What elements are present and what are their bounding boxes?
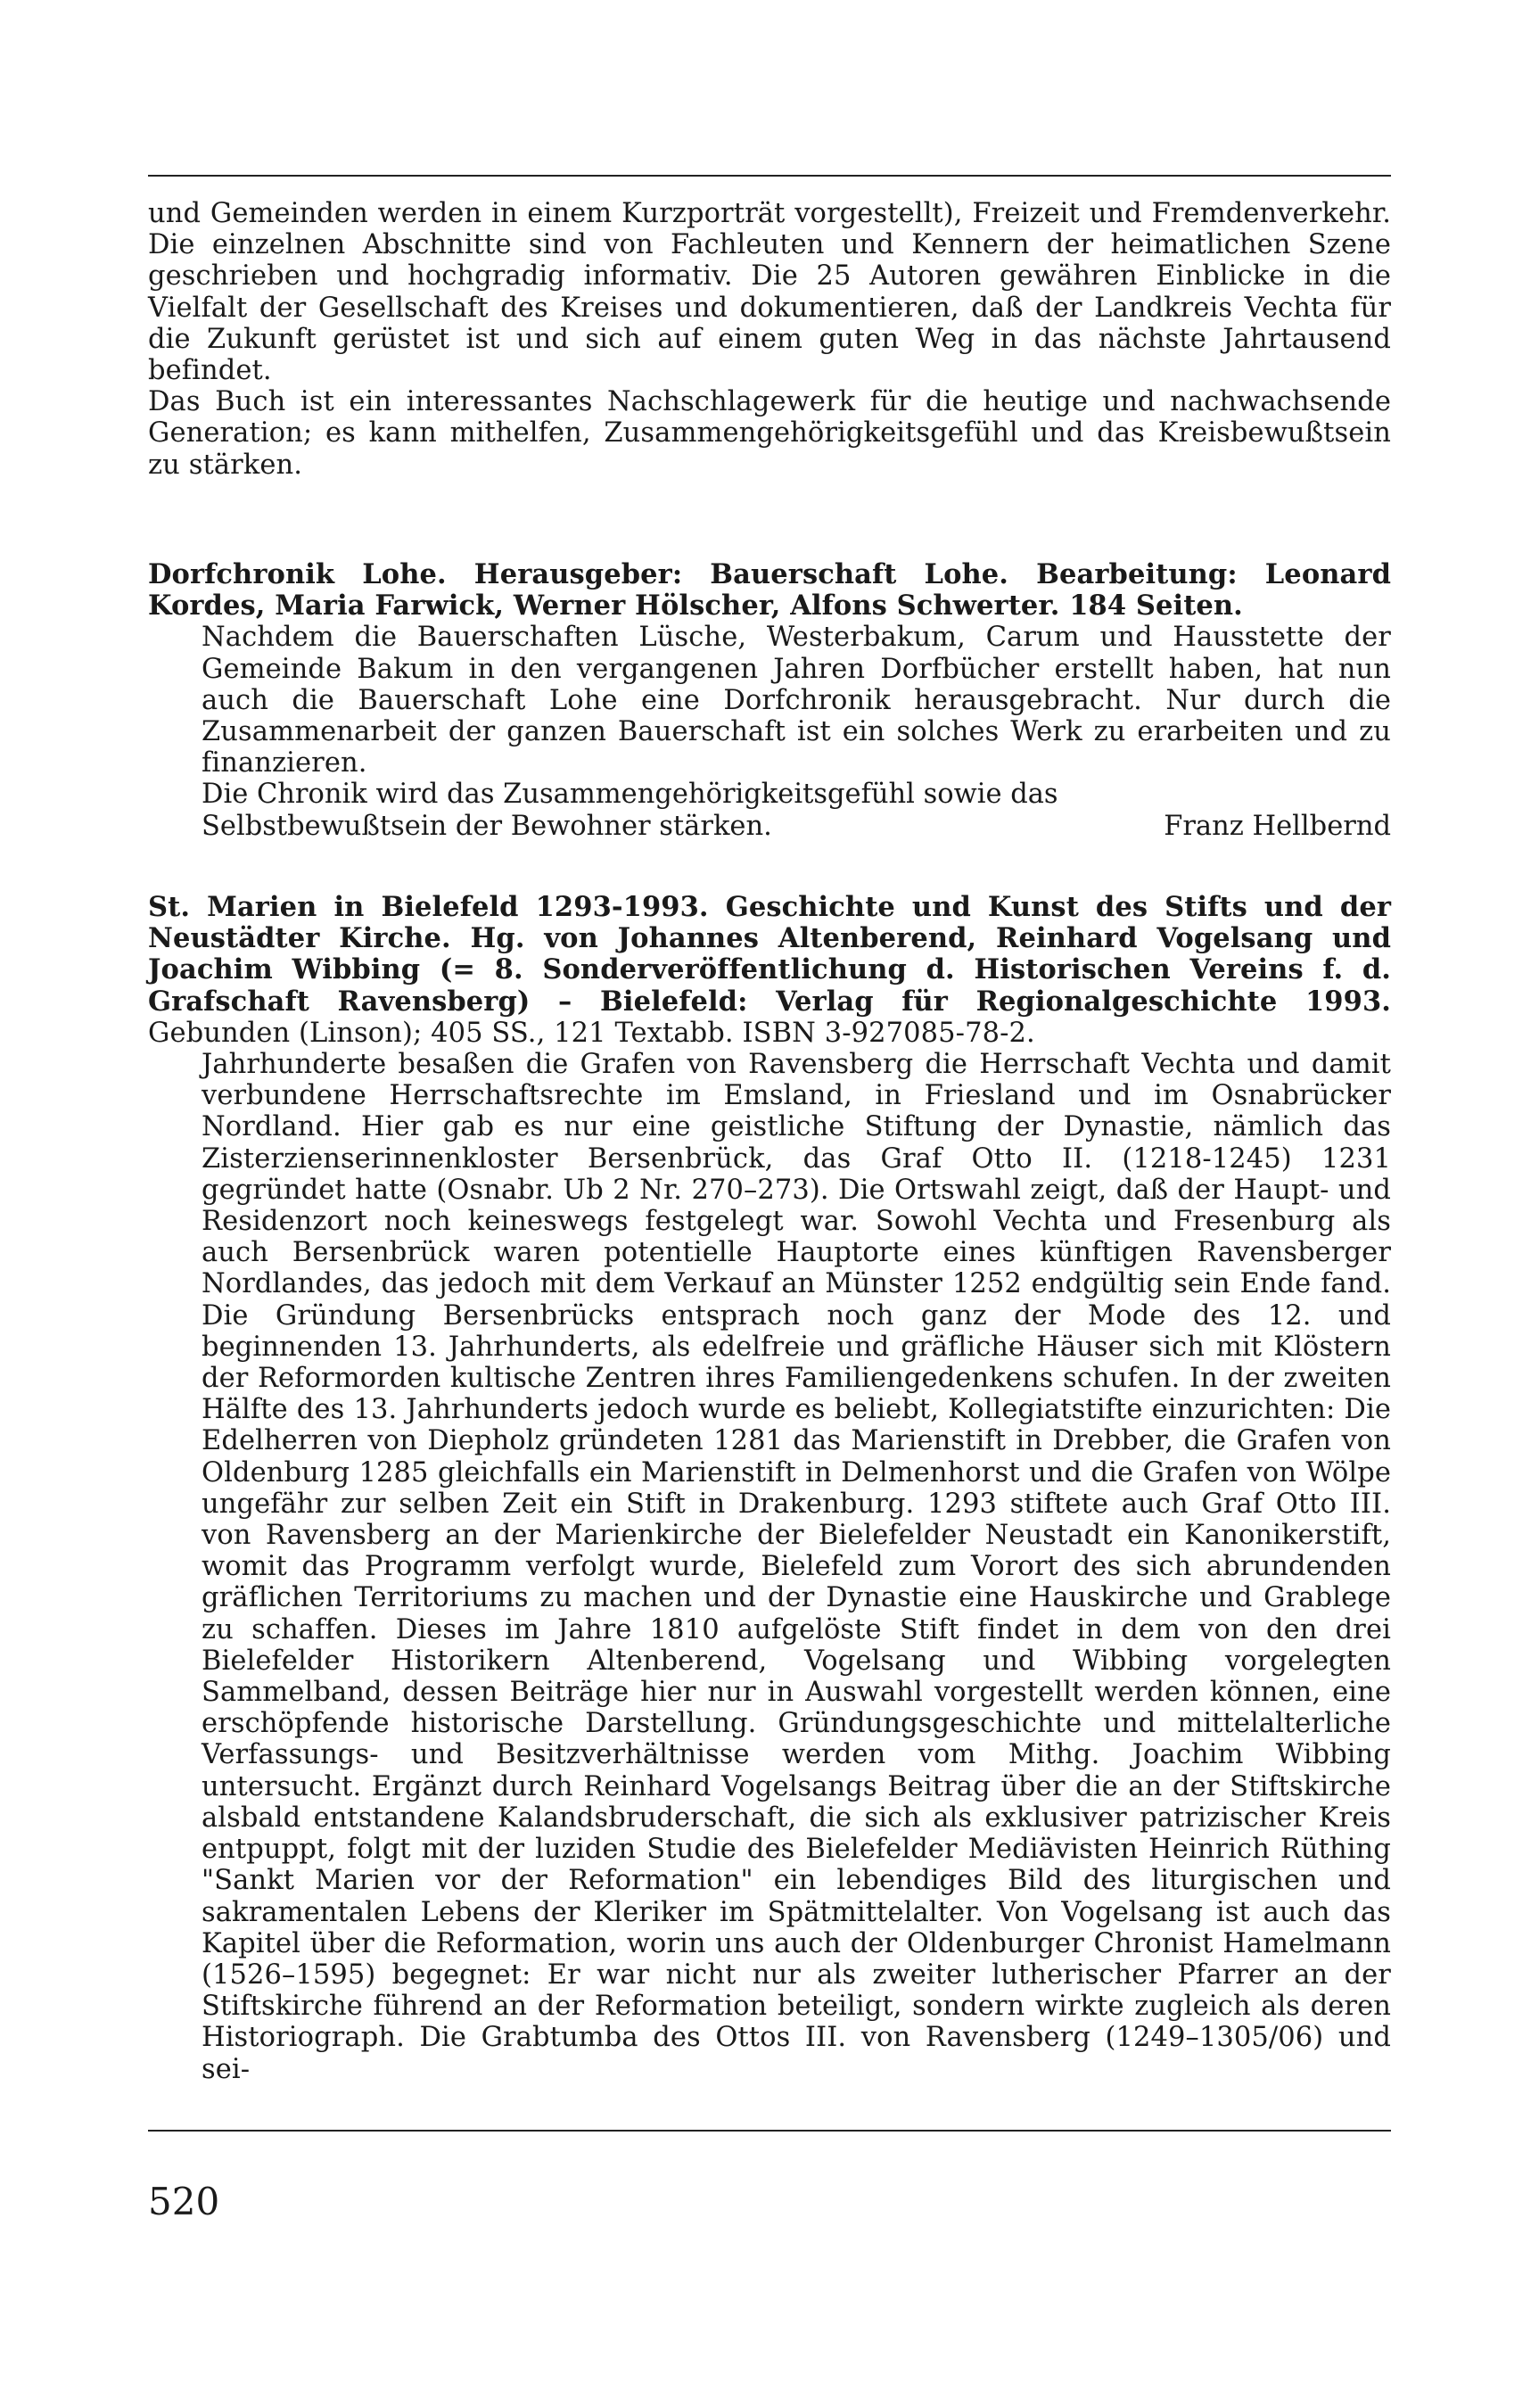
review-paragraph: Nachdem die Bauerschaften Lüsche, Westerbakum, Carum und Hausstette der Gemeinde Bakum in den vergangenen Jahren Dorfbücher erstellt haben, hat nun auch die Bauerschaft Lohe eine Dorfchronik herausgebracht. Nur durch die Zusammenarbeit der ganzen Bauerschaft ist ein solches Werk zu erarbeiten und zu finanzieren. xyxy=(202,622,1391,779)
top-rule xyxy=(148,175,1391,177)
review-paragraph: Die Chronik wird das Zusammengehörigkeitsgefühl sowie das Selbstbewußtsein der Bewohner stärken. xyxy=(202,779,1058,842)
review-st-marien-bielefeld xyxy=(148,892,1391,2085)
review-body: Jahrhunderte besaßen die Grafen von Ravensberg die Herrschaft Vechta und damit verbundene Herrschaftsrechte im Emsland, in Friesland und im Osnabrücker Nordland. Hier gab es nur eine geistliche Stiftung der Dynastie, nämlich das Zisterzienserinnenkloster Bersenbrück, das Graf Otto II. (1218-1245) 1231 gegründet hatte (Osnabr. Ub 2 Nr. 270–273). Die Ortswahl zeigt, daß der Haupt- und Residenzort noch keineswegs festgelegt war. Sowohl Vechta und Fresenburg als auch Bersenbrück waren potentielle Hauptorte eines künftigen Ravensberger Nordlandes, das jedoch mit dem Verkauf an Münster 1252 endgültig sein Ende fand. Die Gründung Bersenbrücks entsprach noch ganz der Mode des 12. und beginnenden 13. Jahrhunderts, als edelfreie und gräfliche Häuser sich mit Klöstern der Reformorden kultische Zentren ihres Familiengedenkens schufen. In der zweiten Hälfte des 13. Jahrhunderts jedoch wurde es beliebt, Kollegiatstifte einzurichten: Die Edelherren von Diepholz gründeten 1281 das Marienstift in Drebber, die Grafen von Oldenburg 1285 gleichfalls ein Marienstift in Delmenhorst und die Grafen von Wölpe ungefähr zur selben Zeit ein Stift in Drakenburg. 1293 stiftete auch Graf Otto III. von Ravensberg an der Marienkirche der Bielefelder Neustadt ein Kanonikerstift, womit das Programm verfolgt wurde, Bielefeld zum Vorort des sich abrundenden gräflichen Territoriums zu machen und der Dynastie eine Hauskirche und Grablege zu schaffen. Dieses im Jahre 1810 aufgelöste Stift findet in dem von den drei Bielefelder Historikern Altenberend, Vogelsang und Wibbing vorgelegten Sammelband, dessen Beiträge hier nur in Auswahl vorgestellt werden können, eine erschöpfende historische Darstellung. Gründungsgeschichte und mittelalterliche Verfassungs- und Besitzverhältnisse werden vom Mithg. Joachim Wibbing untersucht. Ergänzt durch Reinhard Vogelsangs Beitrag über die an der Stiftskirche alsbald entstandene Kalandsbruderschaft, die sich als exklusiver patrizischer Kreis entpuppt, folgt mit der luziden Studie des Bielefelder Mediävisten Heinrich Rüthing "Sankt Marien vor der Reformation" ein lebendiges Bild des liturgischen und sakramentalen Lebens der Kleriker im Spätmittelalter. Von Vogelsang ist auch das Kapitel über die Reformation, worin uns auch der Oldenburger Chronist Hamelmann (1526–1595) begegnet: Er war nicht nur als zweiter lutherischer Pfarrer an der Stiftskirche führend an der Reformation beteiligt, sondern wirkte zugleich als deren Historiograph. Die Grabtumba des Ottos III. von Ravensberg (1249–1305/06) und sei- xyxy=(202,1049,1391,2085)
review-dorfchronik-lohe xyxy=(148,559,1391,842)
intro-section xyxy=(148,198,1391,481)
review-heading xyxy=(148,892,1391,1049)
review-heading-details: Gebunden (Linson); 405 SS., 121 Textabb. ISBN 3-927085-78-2. xyxy=(148,1017,1035,1049)
review-heading: Dorfchronik Lohe. Herausgeber: Bauerschaft Lohe. Bearbeitung: Leonard Kordes, Maria Farwick, Werner Hölscher, Alfons Schwerter. 184 Seiten. xyxy=(148,558,1391,623)
review-heading-title: St. Marien in Bielefeld 1293-1993. Geschichte und Kunst des Stifts und der Neustädter Kirche. Hg. von Johannes Altenberend, Reinhard Vogelsang und Joachim Wibbing (= 8. Sonderveröffentlichung d. Historischen Vereins f. d. Grafschaft Ravensberg) – Bielefeld: Verlag für Regionalgeschichte 1993. xyxy=(148,891,1391,1018)
bottom-rule xyxy=(148,2130,1391,2132)
intro-text: und Gemeinden werden in einem Kurzporträt vorgestellt), Freizeit und Fremdenverkehr. Die einzelnen Abschnitte sind von Fachleuten und Kennern der heimatlichen Szene geschrieben und hochgradig informativ. Die 25 Autoren gewähren Einblicke in die Vielfalt der Gesellschaft des Kreises und dokumentieren, daß der Landkreis Vechta für die Zukunft gerüstet ist und sich auf einem guten Weg in das nächste Jahrtausend befindet. Das Buch ist ein interessantes Nachschlagewerk für die heutige und nachwachsende Generation; es kann mithelfen, Zusammengehörigkeitsgefühl und das Kreisbewußtsein zu stärken. xyxy=(148,198,1391,481)
review-signature: Franz Hellbernd xyxy=(1164,810,1391,842)
page-number: 520 xyxy=(148,2180,220,2223)
review-closing-row xyxy=(148,779,1391,841)
